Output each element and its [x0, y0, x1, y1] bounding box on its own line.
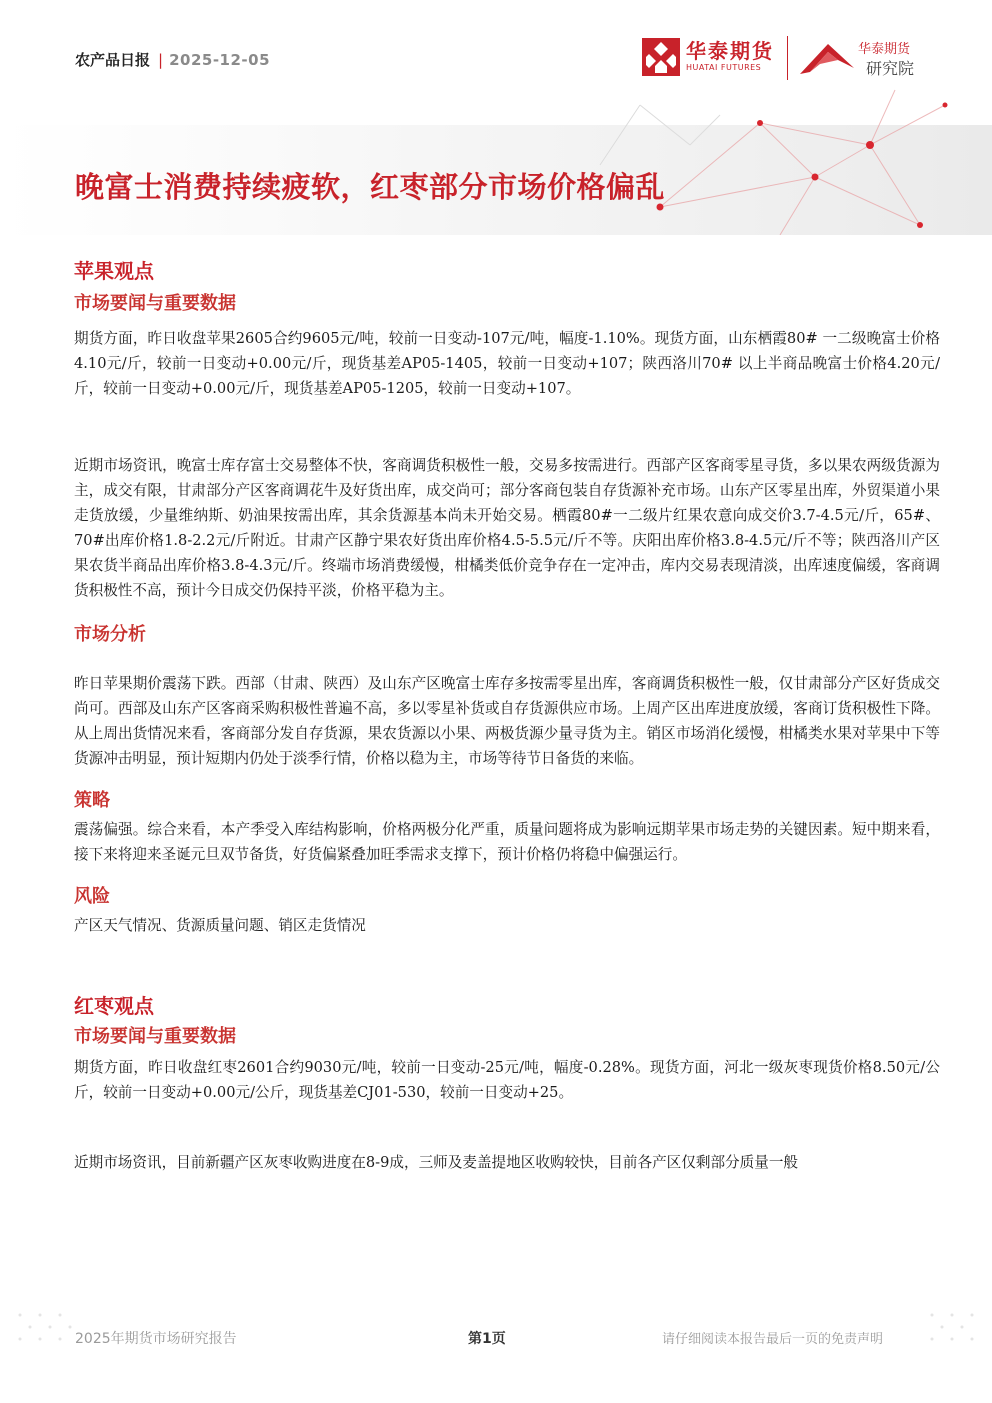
header-separator: | [158, 50, 164, 69]
research-logo-icon [798, 38, 856, 78]
apple-risk-paragraph: 产区天气情况、货源质量问题、销区走货情况 [74, 917, 366, 934]
apple-news-title: 市场要闻与重要数据 [74, 293, 236, 314]
report-title: 晚富士消费持续疲软，红枣部分市场价格偏乱 [75, 170, 666, 204]
footer-report-name: 2025年期货市场研究报告 [75, 1331, 237, 1347]
apple-risk-title: 风险 [74, 886, 110, 907]
report-body [74, 256, 940, 1175]
apple-news-paragraph-2: 近期市场资讯，晚富士库存富士交易整体不快，客商调货积极性一般，交易多按需进行。西部产区客商零星寻货，多以果农两级货源为主，成交有限，甘肃部分产区客商调花牛及好货出库，成交尚可；部分客商包装自存货源补充市场。山东产区零星出库，外贸渠道小果走货放缓，少量维纳斯、奶油果按需出库，其余货源基本尚未开始交易。栖霞80#一二级片红果农意向成交价3.7-4.5元/斤，65#、70#出库价格1.8-2.2元/斤附近。甘肃产区静宁果农好货出库价格4.5-5.5元/斤不等。庆阳出库价格3.8-4.5元/斤不等；陕西洛川产区果农货半商品出库价格3.8-4.3元/斤。终端市场消费缓慢，柑橘类低价竞争存在一定冲击，库内交易表现清淡，出库速度偏缓，客商调货积极性不高，预计今日成交仍保持平淡，价格平稳为主。 [74, 457, 940, 599]
logo-en-text: HUATAI FUTURES [686, 63, 762, 72]
footer-page-number: 第1页 [468, 1331, 506, 1347]
logo-cn-text: 华泰期货 [686, 39, 774, 63]
apple-section-title: 苹果观点 [74, 259, 154, 283]
jujube-news-paragraph-1: 期货方面，昨日收盘红枣2601合约9030元/吨，较前一日变动-25元/吨，幅度-0.28%。现货方面，河北一级灰枣现货价格8.50元/公斤，较前一日变动+0.00元/公斤，现货基差CJ01-530，较前一日变动+25。 [74, 1059, 940, 1101]
research-logo-line2: 研究院 [866, 59, 915, 78]
apple-strategy-paragraph: 震荡偏强。综合来看，本产季受入库结构影响，价格两极分化严重，质量问题将成为影响远期苹果市场走势的关键因素。短中期来看，接下来将迎来圣诞元旦双节备货，好货偏紧叠加旺季需求支撑下，预计价格仍将稳中偏强运行。 [74, 821, 940, 863]
huatai-futures-logo [642, 38, 774, 76]
jujube-section-title: 红枣观点 [74, 994, 154, 1018]
research-logo-line1: 华泰期货 [858, 42, 911, 57]
apple-strategy-title: 策略 [74, 790, 110, 811]
apple-analysis-paragraph: 昨日苹果期价震荡下跌。西部（甘肃、陕西）及山东产区晚富士库存多按需零星出库，客商调货积极性一般，仅甘肃部分产区好货成交尚可。西部及山东产区客商采购积极性普遍不高，多以零星补货或自存货源供应市场。上周产区出库进度放缓，客商订货积极性下降。从上周出货情况来看，客商部分发自存货源，果农货源以小果、两极货源少量寻货为主。销区市场消化缓慢，柑橘类水果对苹果中下等货源冲击明显，预计短期内仍处于淡季行情，价格以稳为主，市场等待节日备货的来临。 [74, 675, 940, 767]
report-type: 农产品日报 [75, 51, 151, 69]
report-header-info [75, 49, 270, 70]
jujube-news-paragraph-2: 近期市场资讯，目前新疆产区灰枣收购进度在8-9成，三师及麦盖提地区收购较快，目前各产区仅剩部分质量一般 [74, 1154, 799, 1171]
jujube-news-title: 市场要闻与重要数据 [74, 1026, 236, 1047]
network-decoration [0, 85, 992, 235]
footer-disclaimer-note: 请仔细阅读本报告最后一页的免责声明 [662, 1332, 884, 1347]
huatai-logo-icon [642, 38, 680, 76]
apple-news-paragraph-1: 期货方面，昨日收盘苹果2605合约9605元/吨，较前一日变动-107元/吨，幅度-1.10%。现货方面，山东栖霞80# 一二级晚富士价格4.10元/斤，较前一日变动+0.00元/斤，现货基差AP05-1405，较前一日变动+107；陕西洛川70# 以上半商品晚富士价格4.20元/斤，较前一日变动+0.00元/斤，现货基差AP05-1205，较前一日变动+107。 [74, 330, 940, 397]
report-date: 2025-12-05 [169, 50, 271, 69]
page-header [0, 0, 992, 236]
research-institute-logo [798, 38, 915, 82]
logo-divider [787, 36, 788, 80]
apple-analysis-title: 市场分析 [74, 624, 146, 645]
